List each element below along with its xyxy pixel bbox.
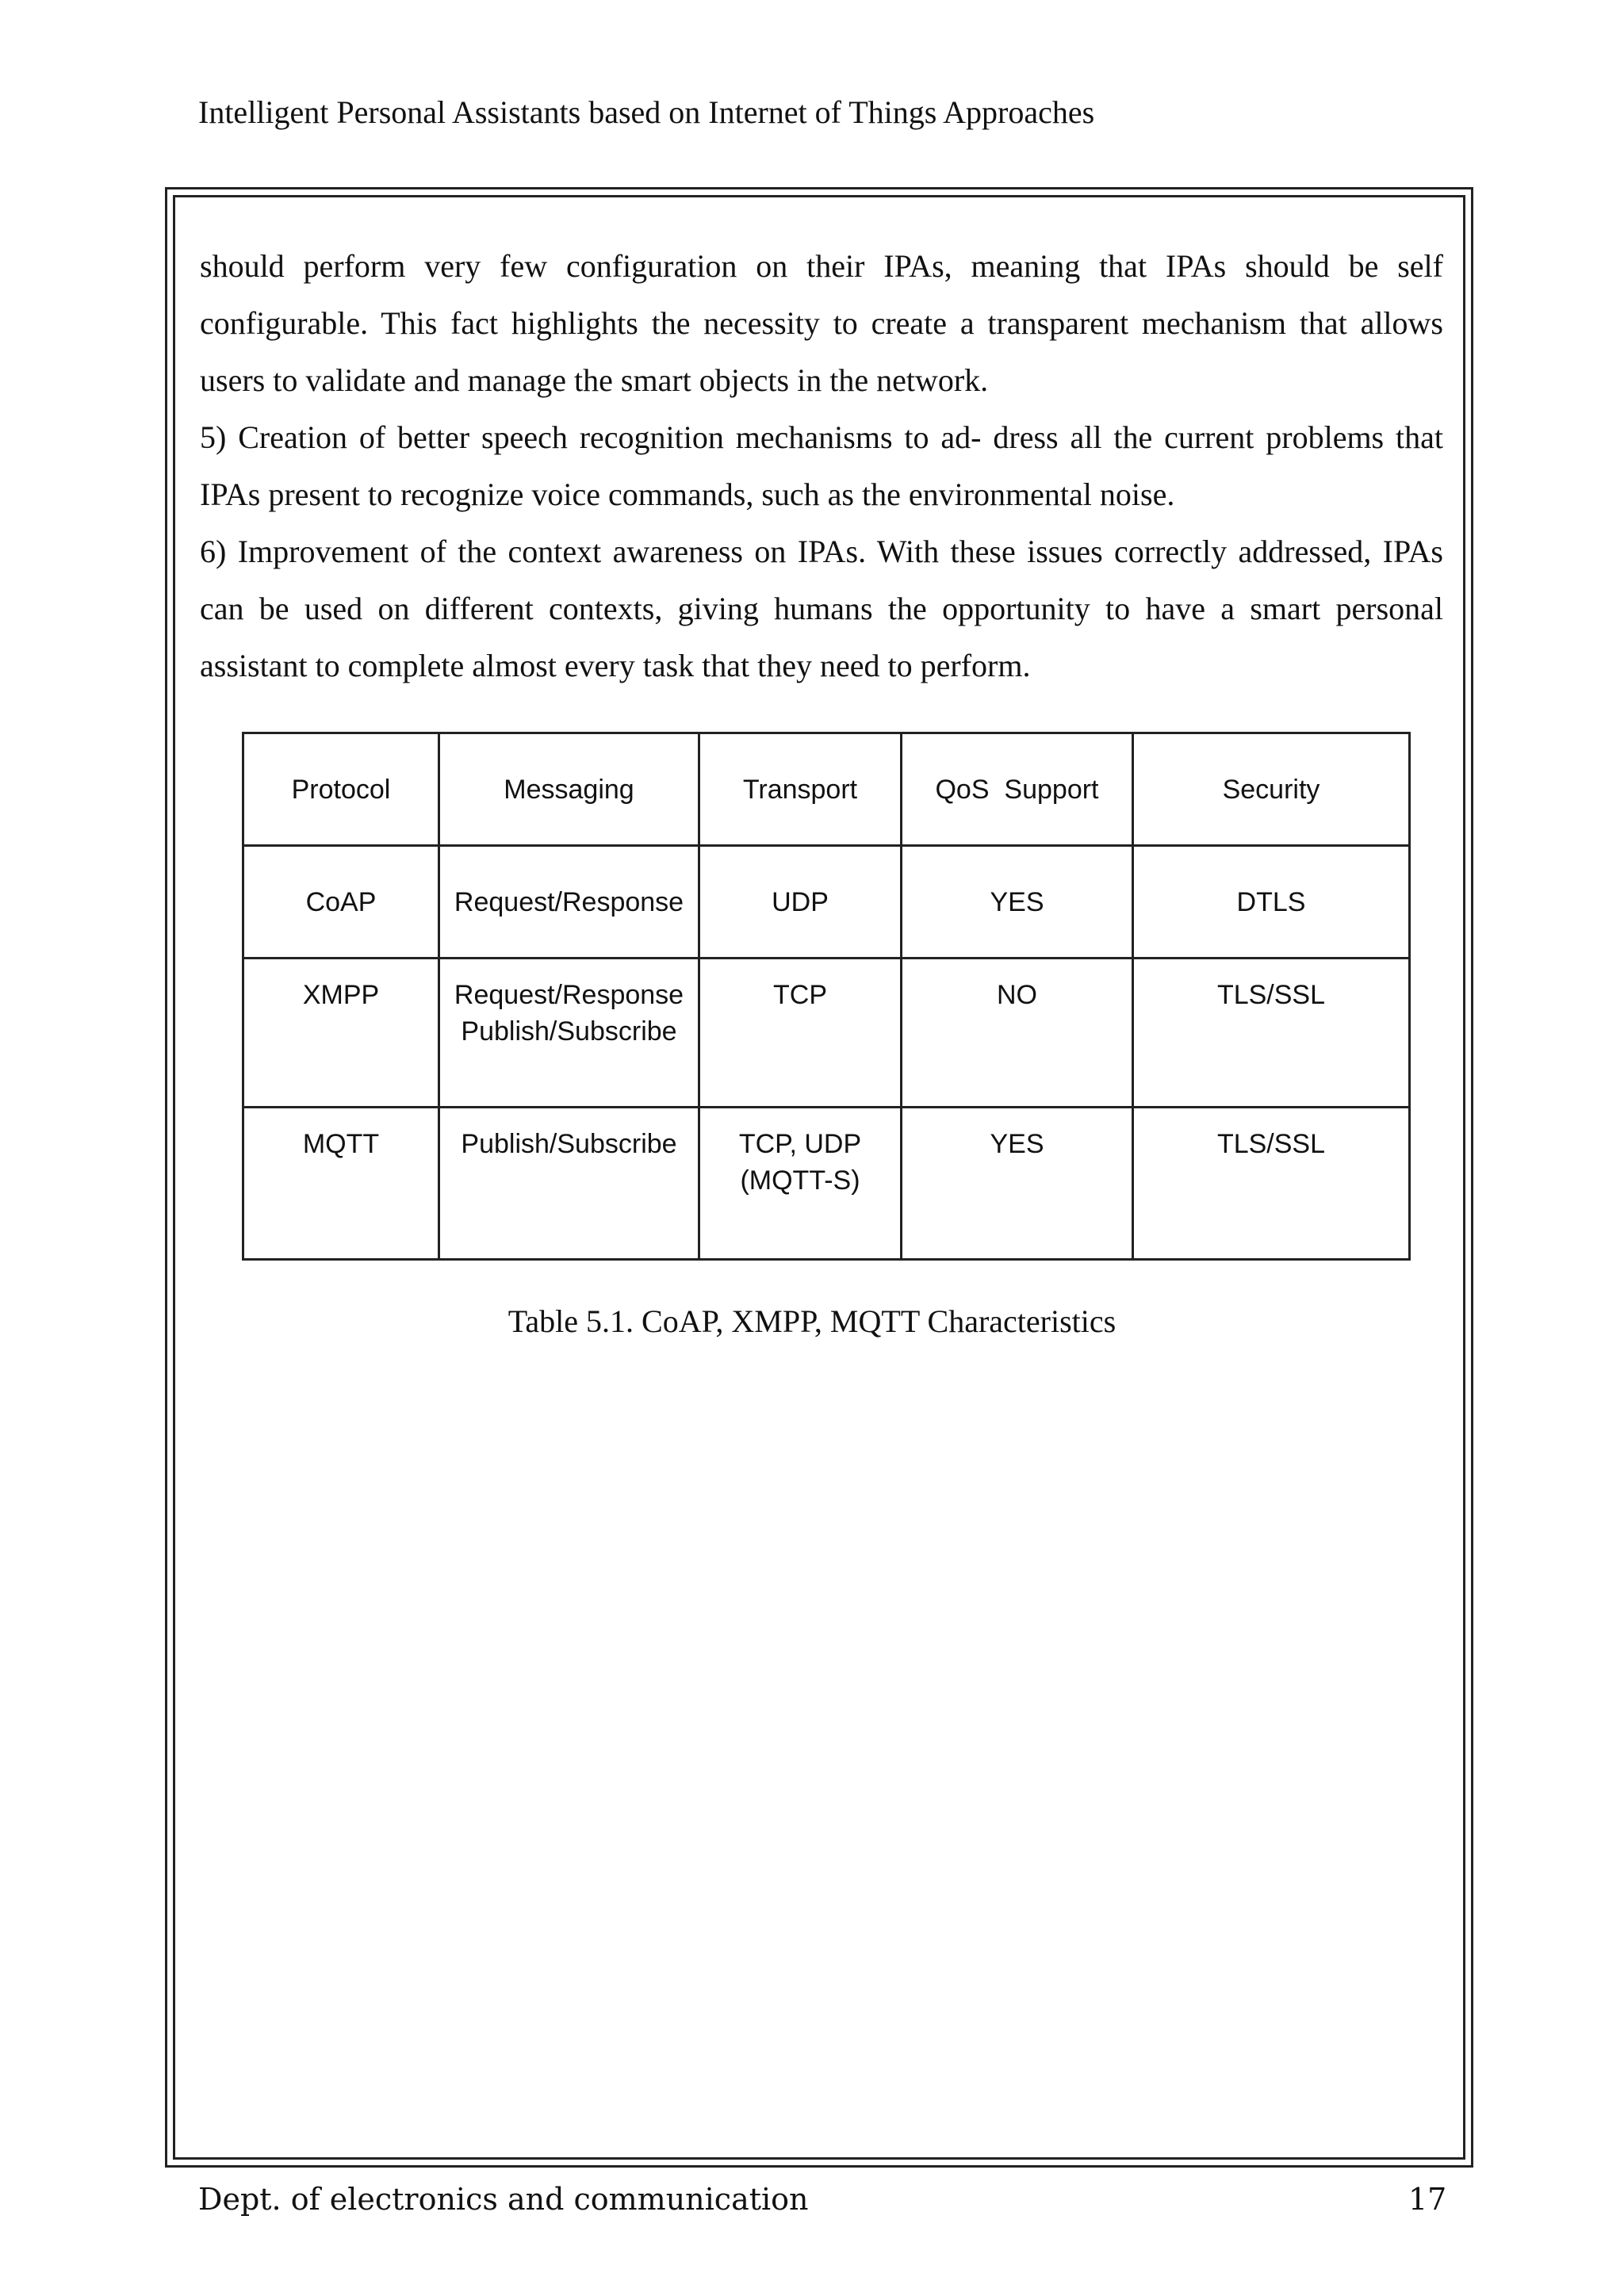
table-caption: Table 5.1. CoAP, XMPP, MQTT Characteristics: [508, 1303, 1116, 1339]
column-header-protocol: Protocol: [243, 733, 439, 846]
paragraph-continuation: should perform very few configuration on their IPAs, meaning that IPAs should be self configurable. This fact highlights the necessity to create a transparent mechanism that allows users to validate and manage the smart objects in the network.: [200, 248, 1443, 398]
protocol-comparison-table: [242, 732, 1411, 1261]
column-header-qos-support: QoS Support: [902, 733, 1133, 846]
table-row: [243, 1108, 1410, 1260]
table-row: [243, 846, 1410, 959]
table-cell-transport: UDP: [699, 846, 902, 959]
column-header-security: Security: [1133, 733, 1410, 846]
paragraph-item-5: 5) Creation of better speech recognition mechanisms to ad- dress all the current problems that IPAs present to recognize voice commands, such as the environmental noise.: [200, 419, 1443, 512]
table-cell-security: DTLS: [1133, 846, 1410, 959]
page-number: 17: [1408, 2182, 1447, 2217]
table-cell-protocol: XMPP: [243, 959, 439, 1108]
paragraph-item-6: 6) Improvement of the context awareness on IPAs. With these issues correctly addressed, IPAs can be used on different contexts, giving humans the opportunity to have a smart personal assistant to complete almost every task that they need to perform.: [200, 534, 1443, 683]
table-cell-messaging: Request/Response: [439, 846, 699, 959]
table-cell-qos-support: YES: [902, 1108, 1133, 1260]
table-cell-protocol: CoAP: [243, 846, 439, 959]
table-cell-security: TLS/SSL: [1133, 1108, 1410, 1260]
table-header-row: [243, 733, 1410, 846]
body-text: [200, 238, 1443, 695]
table-cell-transport: TCP, UDP (MQTT-S): [699, 1108, 902, 1260]
table-cell-messaging: Publish/Subscribe: [439, 1108, 699, 1260]
table-cell-qos-support: NO: [902, 959, 1133, 1108]
table-row: [243, 959, 1410, 1108]
footer-department: Dept. of electronics and communication: [198, 2182, 809, 2217]
running-header: Intelligent Personal Assistants based on Internet of Things Approaches: [198, 94, 1095, 130]
table-cell-transport: TCP: [699, 959, 902, 1108]
table-cell-messaging: Request/Response Publish/Subscribe: [439, 959, 699, 1108]
column-header-transport: Transport: [699, 733, 902, 846]
table-cell-security: TLS/SSL: [1133, 959, 1410, 1108]
table-cell-qos-support: YES: [902, 846, 1133, 959]
column-header-messaging: Messaging: [439, 733, 699, 846]
table-cell-protocol: MQTT: [243, 1108, 439, 1260]
